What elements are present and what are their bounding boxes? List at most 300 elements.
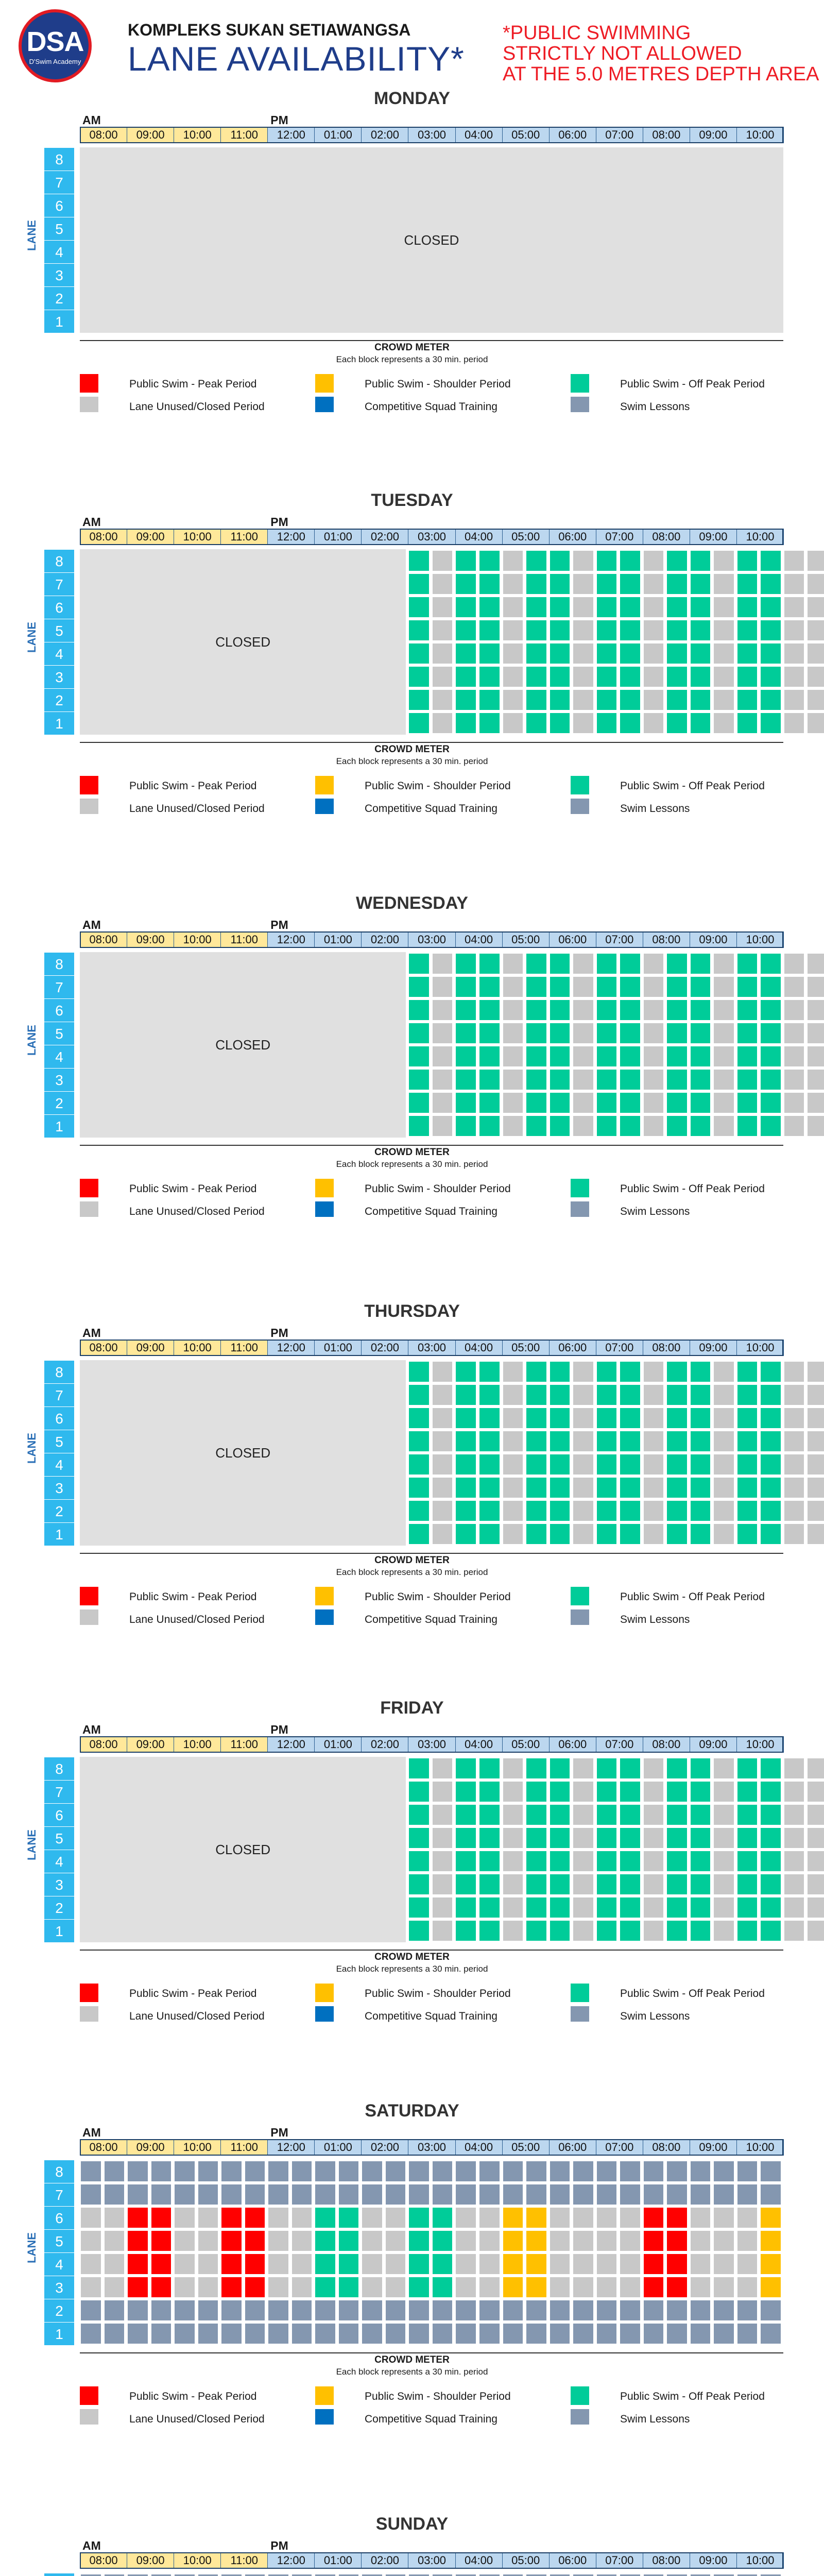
time-slot-header: 02:00: [361, 2139, 408, 2156]
legend-swatch: [571, 397, 589, 412]
lane-block-offpeak: [479, 1093, 500, 1113]
lane-block-unused: [433, 667, 453, 687]
lane-block-unused: [784, 1023, 804, 1043]
lane-block-offpeak: [737, 1454, 758, 1475]
lane-number: 8: [44, 952, 74, 975]
lane-block-offpeak: [526, 1070, 546, 1090]
legend-label: Public Swim - Peak Period: [129, 1183, 257, 1195]
lane-block-offpeak: [409, 1874, 429, 1894]
lane-block-offpeak: [479, 1501, 500, 1521]
lane-block-offpeak: [597, 1431, 617, 1451]
time-slot-header: 08:00: [80, 529, 127, 545]
lane-block-unused: [644, 1362, 664, 1382]
lane-number: 3: [44, 665, 74, 688]
lane-block-unused: [644, 1070, 664, 1090]
lane-block-unused: [784, 643, 804, 664]
am-label: AM: [82, 515, 101, 529]
time-slot-header: 09:00: [127, 1736, 174, 1753]
lane-block-unused: [737, 2277, 758, 2297]
lane-block-unused: [105, 2277, 125, 2297]
lane-block-offpeak: [691, 977, 711, 997]
lane-block-offpeak: [691, 1874, 711, 1894]
lane-block-offpeak: [667, 1524, 687, 1544]
lane-block-unused: [644, 1851, 664, 1871]
lane-block-offpeak: [479, 977, 500, 997]
lane-block-lessons: [409, 2300, 429, 2320]
lane-block-offpeak: [409, 1362, 429, 1382]
lane-block-offpeak: [691, 1758, 711, 1778]
lane-block-offpeak: [315, 2231, 335, 2251]
time-slot-header: 07:00: [596, 931, 643, 948]
legend-item-squad: [315, 1201, 542, 1220]
lane-block-lessons: [714, 2161, 734, 2181]
time-slot-header: 02:00: [361, 931, 408, 948]
lane-block-offpeak: [737, 1478, 758, 1498]
lane-block-peak: [151, 2208, 171, 2228]
legend-item-shoulder: [315, 1587, 542, 1605]
lane-block-peak: [221, 2231, 242, 2251]
lane-block-unused: [644, 1524, 664, 1544]
lane-block-lessons: [456, 2300, 476, 2320]
lane-block-unused: [644, 620, 664, 640]
lane-block-unused: [714, 954, 734, 974]
time-slot-header: 11:00: [220, 529, 268, 545]
lane-block-offpeak: [479, 1478, 500, 1498]
lane-block-offpeak: [550, 1828, 570, 1848]
time-slot-header: 09:00: [690, 529, 737, 545]
lane-block-lessons: [105, 2324, 125, 2344]
time-slot-header: 09:00: [127, 529, 174, 545]
lane-block-offpeak: [597, 713, 617, 733]
legend-label: Lane Unused/Closed Period: [129, 2413, 265, 2425]
lane-block-offpeak: [526, 1093, 546, 1113]
lane-block-offpeak: [526, 713, 546, 733]
lane-block-unused: [714, 2277, 734, 2297]
lane-block-offpeak: [526, 1874, 546, 1894]
lane-block-offpeak: [597, 977, 617, 997]
time-slot-header: 10:00: [736, 529, 784, 545]
lane-block-lessons: [386, 2324, 406, 2344]
lane-block-offpeak: [597, 574, 617, 594]
legend-swatch: [571, 1201, 589, 1217]
lane-block-offpeak: [597, 1093, 617, 1113]
lane-block-offpeak: [526, 1431, 546, 1451]
lane-block-unused: [644, 1501, 664, 1521]
lane-block-unused: [362, 2277, 382, 2297]
lane-block-lessons: [620, 2161, 640, 2181]
lane-block-offpeak: [597, 1828, 617, 1848]
lane-block-offpeak: [737, 1070, 758, 1090]
lane-block-offpeak: [667, 713, 687, 733]
lane-block-unused: [784, 1805, 804, 1825]
lane-block-unused: [808, 1362, 824, 1382]
lane-block-offpeak: [597, 1897, 617, 1918]
lane-block-lessons: [456, 2161, 476, 2181]
lane-block-lessons: [526, 2161, 546, 2181]
lane-block-offpeak: [550, 643, 570, 664]
lane-block-unused: [503, 620, 523, 640]
lane-block-offpeak: [409, 690, 429, 710]
lane-block-offpeak: [550, 1524, 570, 1544]
time-slot-header: 02:00: [361, 127, 408, 143]
lane-block-offpeak: [761, 1116, 781, 1136]
lane-block-offpeak: [456, 551, 476, 571]
lane-block-unused: [573, 1023, 593, 1043]
lane-block-peak: [644, 2277, 664, 2297]
lane-block-unused: [550, 2208, 570, 2228]
lane-block-unused: [644, 1897, 664, 1918]
lane-block-offpeak: [691, 713, 711, 733]
lane-block-unused: [644, 574, 664, 594]
time-slot-header: 10:00: [174, 931, 221, 948]
lane-block-offpeak: [667, 1758, 687, 1778]
time-slot-header: 03:00: [408, 931, 455, 948]
lane-block-lessons: [245, 2161, 265, 2181]
lane-block-lessons: [409, 2184, 429, 2205]
lane-block-unused: [691, 2254, 711, 2274]
lane-block-offpeak: [456, 1408, 476, 1428]
lane-block-offpeak: [526, 620, 546, 640]
lane-block-offpeak: [456, 1501, 476, 1521]
legend-label: Swim Lessons: [620, 1206, 690, 1217]
lane-block-unused: [433, 1874, 453, 1894]
lane-block-offpeak: [761, 1851, 781, 1871]
lane-block-unused: [573, 1921, 593, 1941]
lane-block-offpeak: [339, 2208, 359, 2228]
lane-block-offpeak: [737, 643, 758, 664]
legend-item-lessons: [571, 1201, 797, 1220]
legend-item-unused: [80, 799, 306, 817]
lane-block-unused: [503, 1454, 523, 1475]
lane-block-lessons: [479, 2324, 500, 2344]
lane-block-offpeak: [526, 690, 546, 710]
lane-block-lessons: [268, 2324, 288, 2344]
lane-block-unused: [573, 1758, 593, 1778]
lane-block-offpeak: [691, 1805, 711, 1825]
time-slot-header: 01:00: [314, 2139, 362, 2156]
lane-block-offpeak: [550, 1431, 570, 1451]
lane-block-offpeak: [737, 1524, 758, 1544]
lane-block-lessons: [362, 2324, 382, 2344]
lane-block-offpeak: [667, 667, 687, 687]
legend-label: Public Swim - Peak Period: [129, 2391, 257, 2402]
lane-block-unused: [784, 597, 804, 617]
lane-block-offpeak: [526, 574, 546, 594]
time-slot-header: 10:00: [736, 2552, 784, 2569]
pm-label: PM: [270, 2126, 288, 2139]
lane-block-offpeak: [550, 1023, 570, 1043]
lane-block-unused: [433, 690, 453, 710]
lane-block-offpeak: [315, 2254, 335, 2274]
lane-block-offpeak: [526, 1758, 546, 1778]
lane-block-unused: [503, 1116, 523, 1136]
lane-block-unused: [573, 620, 593, 640]
time-slot-header: 11:00: [220, 1736, 268, 1753]
lane-block-unused: [573, 1454, 593, 1475]
lane-block-unused: [386, 2254, 406, 2274]
lane-block-offpeak: [526, 551, 546, 571]
lane-block-lessons: [245, 2184, 265, 2205]
lane-block-offpeak: [479, 620, 500, 640]
lane-block-unused: [808, 1478, 824, 1498]
legend-item-squad: [315, 799, 542, 817]
lane-block-lessons: [221, 2184, 242, 2205]
time-slot-header: 08:00: [643, 127, 690, 143]
lane-block-offpeak: [620, 1851, 640, 1871]
day-title: TUESDAY: [371, 490, 453, 510]
time-slot-header: 10:00: [174, 127, 221, 143]
lane-block-lessons: [81, 2161, 101, 2181]
lane-block-unused: [386, 2231, 406, 2251]
lane-block-unused: [433, 1362, 453, 1382]
crowd-meter-note: Each block represents a 30 min. period: [336, 354, 488, 364]
time-slot-header: 04:00: [455, 529, 503, 545]
lane-block-offpeak: [456, 1116, 476, 1136]
lane-block-unused: [808, 1093, 824, 1113]
time-slot-header: 08:00: [643, 931, 690, 948]
lane-block-unused: [503, 667, 523, 687]
legend-label: Public Swim - Peak Period: [129, 378, 257, 390]
lane-block-offpeak: [597, 1385, 617, 1405]
lane-block-offpeak: [737, 620, 758, 640]
lane-block-unused: [479, 2208, 500, 2228]
lane-block-offpeak: [667, 1023, 687, 1043]
lane-block-offpeak: [737, 574, 758, 594]
lane-block-unused: [573, 1874, 593, 1894]
lane-block-unused: [644, 1431, 664, 1451]
lane-block-lessons: [81, 2324, 101, 2344]
lane-block-offpeak: [479, 954, 500, 974]
lane-block-peak: [128, 2254, 148, 2274]
time-slot-header: 07:00: [596, 1736, 643, 1753]
lane-block-offpeak: [550, 551, 570, 571]
lane-block-lessons: [362, 2161, 382, 2181]
legend-item-unused: [80, 1609, 306, 1628]
lane-number: 1: [44, 1919, 74, 1942]
time-slot-header: 06:00: [549, 127, 596, 143]
lane-block-offpeak: [409, 1478, 429, 1498]
lane-block-offpeak: [479, 1921, 500, 1941]
lane-block-offpeak: [691, 1023, 711, 1043]
lane-block-lessons: [105, 2300, 125, 2320]
legend-item-peak: [80, 1587, 306, 1605]
lane-block-lessons: [714, 2300, 734, 2320]
lane-block-offpeak: [409, 1805, 429, 1825]
lane-block-unused: [433, 1828, 453, 1848]
lane-block-lessons: [386, 2161, 406, 2181]
lane-block-unused: [81, 2208, 101, 2228]
time-slot-header: 05:00: [502, 2552, 550, 2569]
lane-block-offpeak: [737, 690, 758, 710]
lane-block-unused: [573, 1828, 593, 1848]
lane-block-peak: [221, 2208, 242, 2228]
lane-block-unused: [433, 1921, 453, 1941]
lane-grid: [80, 2573, 783, 2576]
lane-block-unused: [784, 1362, 804, 1382]
lane-block-offpeak: [597, 1782, 617, 1802]
time-slot-header: 03:00: [408, 2139, 455, 2156]
lane-block-offpeak: [737, 597, 758, 617]
lane-block-unused: [808, 1524, 824, 1544]
lane-block-unused: [644, 1046, 664, 1066]
legend-item-shoulder: [315, 1179, 542, 1197]
lane-block-unused: [503, 1362, 523, 1382]
legend-item-lessons: [571, 397, 797, 415]
lane-block-unused: [81, 2231, 101, 2251]
lane-block-offpeak: [479, 1758, 500, 1778]
lane-number: 7: [44, 975, 74, 998]
legend-swatch: [80, 776, 98, 794]
lane-block-offpeak: [761, 1874, 781, 1894]
lane-block-offpeak: [597, 1501, 617, 1521]
lane-block-unused: [292, 2208, 312, 2228]
lane-block-offpeak: [550, 1385, 570, 1405]
lane-block-unused: [644, 1454, 664, 1475]
lane-block-unused: [714, 597, 734, 617]
lane-block-unused: [808, 1782, 824, 1802]
lane-block-lessons: [550, 2324, 570, 2344]
lane-block-offpeak: [620, 1093, 640, 1113]
lane-block-offpeak: [456, 1828, 476, 1848]
lane-block-unused: [808, 954, 824, 974]
time-slot-header: 09:00: [690, 931, 737, 948]
legend-label: Lane Unused/Closed Period: [129, 401, 265, 413]
lane-block-offpeak: [620, 1454, 640, 1475]
lane-block-unused: [808, 1897, 824, 1918]
lane-block-peak: [245, 2208, 265, 2228]
lane-block-offpeak: [550, 1478, 570, 1498]
lane-block-offpeak: [620, 1805, 640, 1825]
lane-block-offpeak: [526, 1501, 546, 1521]
lane-block-offpeak: [667, 1116, 687, 1136]
lane-block-offpeak: [761, 1524, 781, 1544]
lane-block-offpeak: [456, 1921, 476, 1941]
lane-number: 4: [44, 1045, 74, 1068]
lane-block-offpeak: [761, 1897, 781, 1918]
lane-block-lessons: [221, 2300, 242, 2320]
lane-block-offpeak: [409, 1921, 429, 1941]
lane-block-offpeak: [737, 1431, 758, 1451]
lane-block-offpeak: [409, 713, 429, 733]
lane-block-unused: [433, 1501, 453, 1521]
lane-block-offpeak: [597, 1921, 617, 1941]
lane-block-unused: [714, 1408, 734, 1428]
legend-label: Swim Lessons: [620, 401, 690, 413]
lane-block-unused: [714, 1874, 734, 1894]
lane-block-offpeak: [620, 954, 640, 974]
lane-block-offpeak: [620, 1385, 640, 1405]
lane-block-lessons: [737, 2300, 758, 2320]
lane-block-offpeak: [691, 1093, 711, 1113]
lane-block-offpeak: [761, 1921, 781, 1941]
lane-block-unused: [433, 1524, 453, 1544]
crowd-meter-title: CROWD METER: [374, 1147, 450, 1158]
lane-block-unused: [597, 2208, 617, 2228]
lane-block-unused: [714, 643, 734, 664]
lane-block-offpeak: [597, 690, 617, 710]
lane-block-unused: [433, 1782, 453, 1802]
lane-block-unused: [503, 597, 523, 617]
lane-block-offpeak: [761, 1023, 781, 1043]
lane-block-unused: [503, 551, 523, 571]
lane-block-offpeak: [737, 1501, 758, 1521]
lane-block-offpeak: [620, 1023, 640, 1043]
lane-block-unused: [503, 1874, 523, 1894]
legend-swatch: [571, 374, 589, 393]
lane-block-lessons: [597, 2184, 617, 2205]
lane-block-offpeak: [409, 1501, 429, 1521]
lane-block-shoulder: [761, 2254, 781, 2274]
lane-block-offpeak: [761, 620, 781, 640]
legend-item-peak: [80, 776, 306, 794]
lane-block-offpeak: [550, 1782, 570, 1802]
lane-block-offpeak: [737, 1023, 758, 1043]
lane-block-lessons: [503, 2161, 523, 2181]
lane-block-offpeak: [550, 1116, 570, 1136]
lane-block-unused: [292, 2231, 312, 2251]
lane-block-unused: [433, 954, 453, 974]
legend-swatch: [315, 799, 334, 814]
am-label: AM: [82, 2126, 101, 2139]
lane-block-unused: [433, 1385, 453, 1405]
lane-block-unused: [644, 1758, 664, 1778]
lane-block-offpeak: [315, 2277, 335, 2297]
legend-swatch: [315, 1609, 334, 1625]
lane-block-offpeak: [667, 597, 687, 617]
lane-block-offpeak: [339, 2277, 359, 2297]
lane-block-lessons: [667, 2184, 687, 2205]
lane-block-shoulder: [526, 2208, 546, 2228]
lane-block-unused: [573, 690, 593, 710]
lane-block-unused: [808, 690, 824, 710]
lane-block-lessons: [761, 2184, 781, 2205]
time-slot-header: 12:00: [267, 529, 315, 545]
lane-block-offpeak: [526, 954, 546, 974]
lane-block-unused: [433, 1851, 453, 1871]
lane-block-lessons: [386, 2300, 406, 2320]
time-slot-header: 05:00: [502, 1340, 550, 1356]
pm-label: PM: [270, 1723, 288, 1736]
crowd-meter-line: [80, 1950, 783, 1951]
lane-block-unused: [644, 1385, 664, 1405]
legend-item-squad: [315, 1609, 542, 1628]
legend-swatch: [80, 1179, 98, 1197]
lane-block-lessons: [151, 2184, 171, 2205]
lane-block-unused: [784, 1385, 804, 1405]
time-slot-header: 08:00: [643, 1340, 690, 1356]
lane-block-offpeak: [667, 1385, 687, 1405]
lane-block-offpeak: [409, 620, 429, 640]
legend-swatch: [571, 799, 589, 814]
lane-number: 2: [44, 2299, 74, 2322]
lane-block-unused: [644, 643, 664, 664]
lane-block-offpeak: [737, 1408, 758, 1428]
venue-name: KOMPLEKS SUKAN SETIAWANGSA: [128, 21, 411, 39]
legend-label: Lane Unused/Closed Period: [129, 2010, 265, 2022]
legend-item-offpeak: [571, 776, 797, 794]
lane-block-offpeak: [456, 643, 476, 664]
lane-number: 3: [44, 263, 74, 286]
lane-block-offpeak: [550, 1897, 570, 1918]
lane-block-unused: [644, 1478, 664, 1498]
lane-block-lessons: [597, 2300, 617, 2320]
lane-block-unused: [597, 2231, 617, 2251]
crowd-meter-line: [80, 1553, 783, 1554]
lane-block-unused: [784, 551, 804, 571]
legend-swatch: [315, 397, 334, 412]
lane-block-unused: [644, 1874, 664, 1894]
lane-block-offpeak: [691, 1524, 711, 1544]
